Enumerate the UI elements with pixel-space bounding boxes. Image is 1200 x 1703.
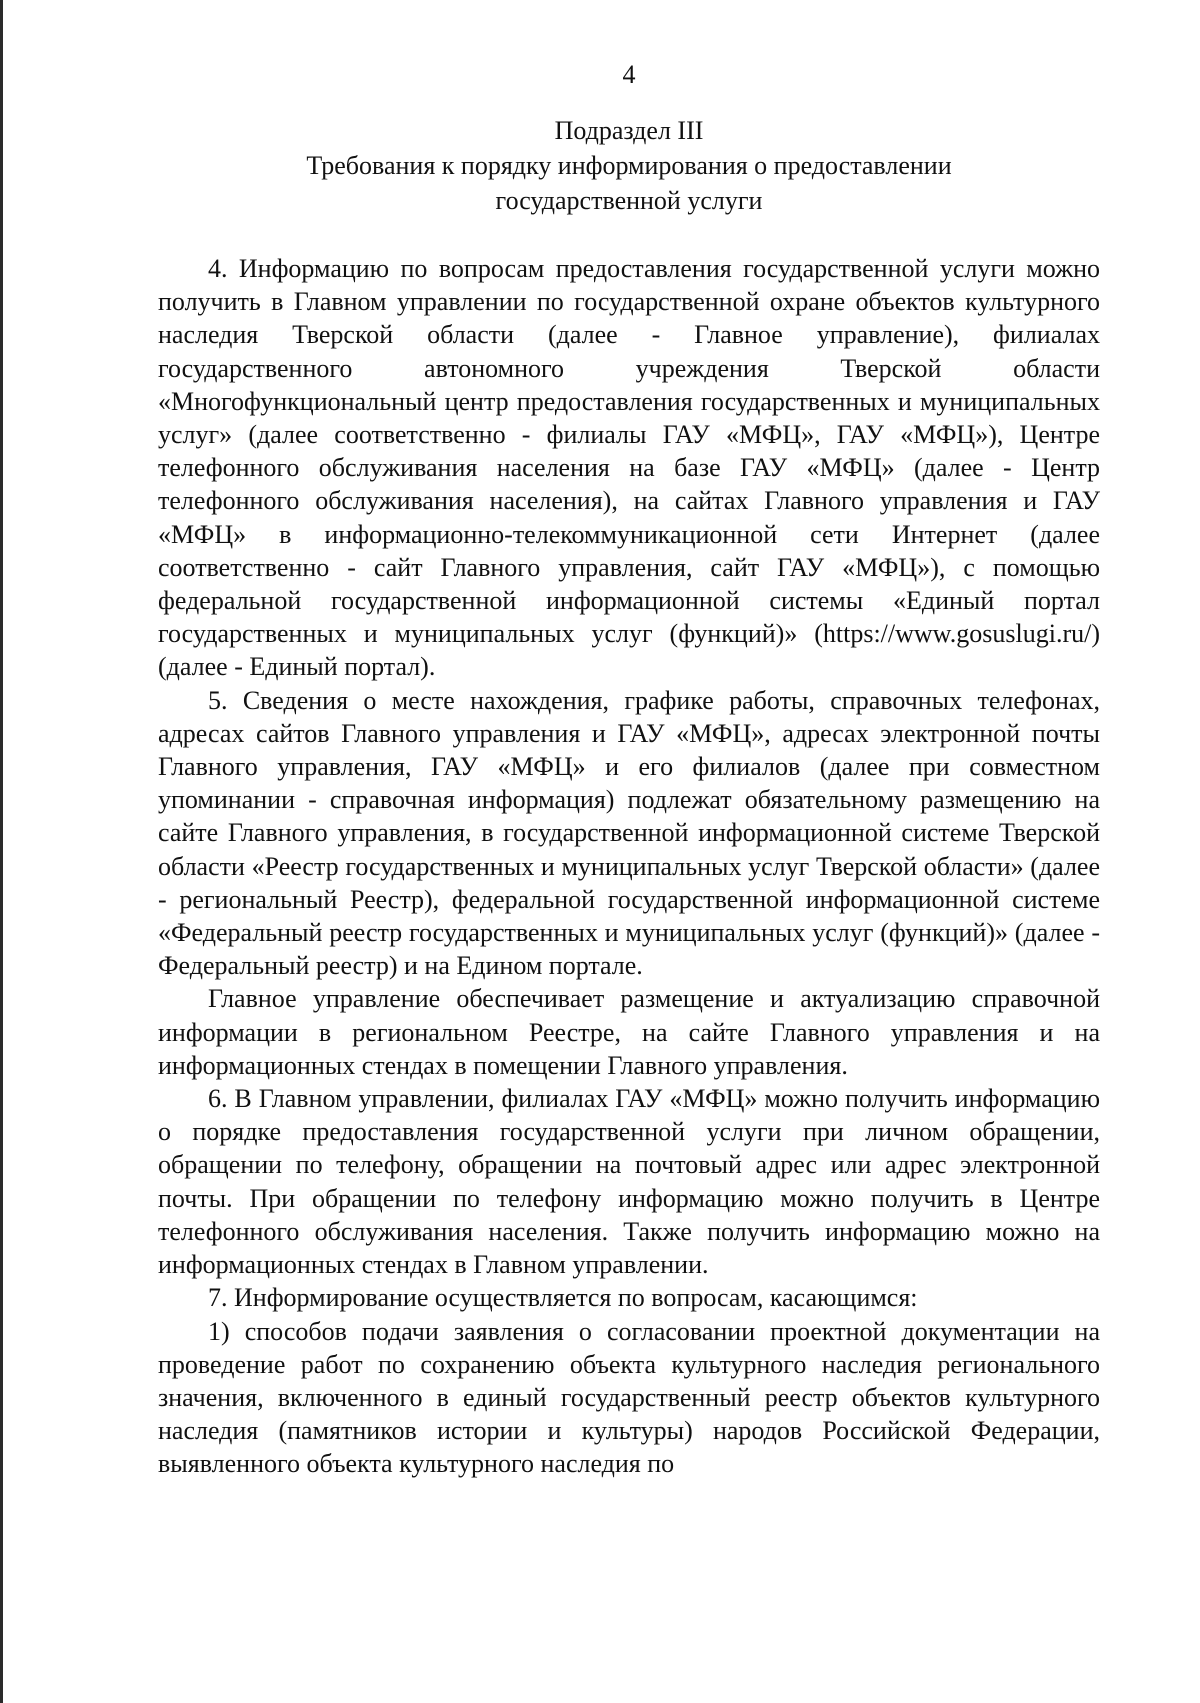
scan-edge — [0, 0, 3, 1703]
paragraph-7-item-1: 1) способов подачи заявления о согласовании проектной документации на проведение работ по сохранению объекта культурного наследия регионального значения, включенного в единый государственный реестр объектов культурного наследия (памятников истории и культуры) народов Российской Федерации, выявленного объекта культурного наследия по — [158, 1316, 1100, 1479]
subsection-title: Подраздел III — [554, 116, 704, 145]
paragraph-4: 4. Информацию по вопросам предоставления государственной услуги можно получить в Главном управлении по государственной охране объектов культурного наследия Тверской области (далее - Главное управление), филиалах государственного автономного учреждения Тверской области «Многофункциональный центр предоставления государственных и муниципальных услуг» (далее соответственно - филиалы ГАУ «МФЦ», ГАУ «МФЦ»), Центре телефонного обслуживания населения на базе ГАУ «МФЦ» (далее - Центр телефонного обслуживания населения), на сайтах Главного управления и ГАУ «МФЦ» в информационно-телекоммуникационной сети Интернет (далее соответственно - сайт Главного управления, сайт ГАУ «МФЦ»), с помощью федеральной государственной информационной системы «Единый портал государственных и муниципальных услуг (функций)» (https://www.gosuslugi.ru/) (далее - Единый портал). — [158, 254, 1100, 682]
heading-line-2: государственной услуги — [495, 186, 763, 215]
paragraph-5-continued: Главное управление обеспечивает размещение и актуализацию справочной информации в региональном Реестре, на сайте Главного управления и на информационных стендах в помещении Главного управления. — [158, 984, 1100, 1080]
section-heading — [158, 113, 1100, 218]
document-page — [158, 58, 1100, 1481]
paragraph-7: 7. Информирование осуществляется по вопросам, касающимся: — [208, 1283, 918, 1313]
paragraph-5: 5. Сведения о месте нахождения, графике работы, справочных телефонах, адресах сайтов Главного управления и ГАУ «МФЦ», адресах электронной почты Главного управления, ГАУ «МФЦ» и его филиалов (далее при совместном упоминании - справочная информация) подлежат обязательному размещению на сайте Главного управления, в государственной информационной системе Тверской области «Реестр государственных и муниципальных услуг Тверской области» (далее - региональный Реестр), федеральной государственной информационной системе «Федеральный реестр государственных и муниципальных услуг (функций)» (далее - Федеральный реестр) и на Едином портале. — [158, 685, 1100, 981]
heading-line-1: Требования к порядку информирования о предоставлении — [306, 151, 952, 180]
paragraph-6: 6. В Главном управлении, филиалах ГАУ «МФЦ» можно получить информацию о порядке предоставления государственной услуги при личном обращении, обращении по телефону, обращении на почтовый адрес или адрес электронной почты. При обращении по телефону информацию можно получить в Центре телефонного обслуживания населения. Также получить информацию можно на информационных стендах в Главном управлении. — [158, 1084, 1100, 1280]
page-number: 4 — [622, 60, 636, 89]
